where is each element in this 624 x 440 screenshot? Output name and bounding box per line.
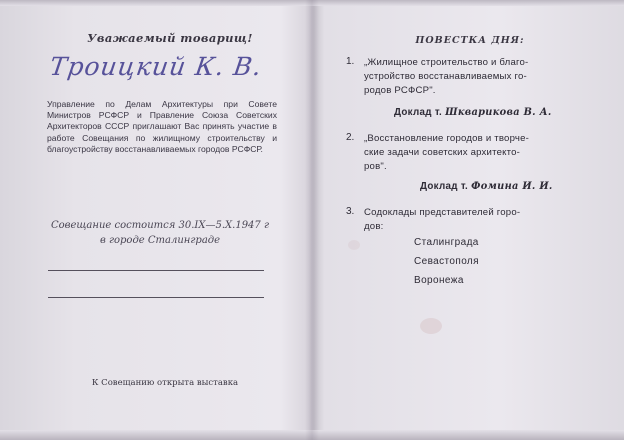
agenda-item-1-report: [394, 107, 552, 118]
agenda-item-line: „Восстановление городов и творче-: [364, 133, 530, 144]
meeting-place: в городе Сталинграде: [99, 235, 221, 246]
invitation-text: Управление по Делам Архитектуры при Совете Министров РСФСР и Правление Союза Советских Архитекторов СССР приглашают Вас принять участие в работе Совещания по жилищному строительству и благоустройству восстанавливаемых городов РСФСР.: [47, 99, 277, 154]
greeting: Уважаемый товарищ!: [87, 31, 253, 45]
city-item: Сталинграда: [414, 237, 479, 248]
agenda-item-number: 1.: [346, 56, 355, 67]
reporter-name: Фомина И. И.: [471, 181, 553, 192]
reporter-name: Шкварикова В. А.: [445, 107, 552, 118]
meeting-info: [40, 218, 280, 248]
agenda-item-line: ров".: [364, 161, 387, 172]
agenda-item-line: родов РСФСР".: [364, 85, 436, 96]
meeting-dates: Совещание состоится 30.IX—5.X.1947 г: [50, 220, 270, 231]
report-label: Доклад т.: [420, 181, 469, 192]
city-item: Севастополя: [414, 256, 479, 267]
paper-stain: [420, 318, 442, 334]
city-item: Воронежа: [414, 275, 464, 286]
center-fold: [305, 0, 319, 440]
agenda-item-line: „Жилищное строительство и благо-: [364, 57, 529, 68]
agenda-item-2-text: [364, 132, 574, 174]
agenda-item-line: ские задачи советских архитекто-: [364, 147, 521, 158]
agenda-item-number: 3.: [346, 206, 355, 217]
exhibition-note: К Совещанию открыта выставка: [91, 378, 239, 388]
agenda-item-number: 2.: [346, 132, 355, 143]
agenda-item-1-text: [364, 56, 574, 98]
blank-line: [48, 297, 264, 298]
agenda-item-2-report: [420, 181, 553, 192]
agenda-item-line: Содоклады представителей горо-: [364, 207, 521, 218]
recipient-name-handwritten: Троицкий К. В.: [47, 52, 264, 81]
paper-stain: [348, 240, 360, 250]
agenda-item-3-text: [364, 206, 574, 234]
agenda-item-line: устройство восстанавливаемых го-: [364, 71, 527, 82]
blank-line: [48, 270, 264, 271]
agenda-title: ПОВЕСТКА ДНЯ:: [415, 35, 525, 46]
agenda-item-line: дов:: [364, 221, 384, 232]
report-label: Доклад т.: [394, 107, 443, 118]
